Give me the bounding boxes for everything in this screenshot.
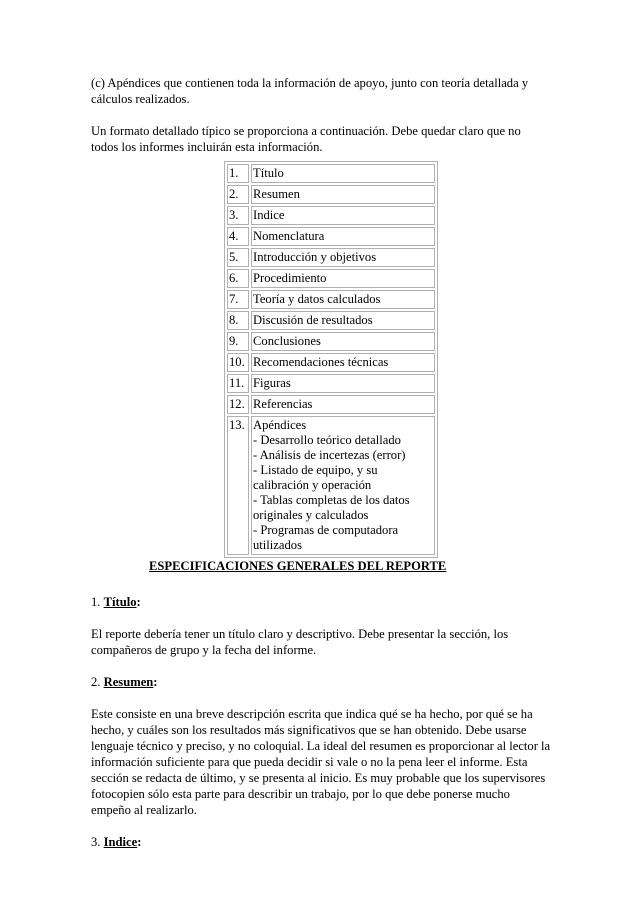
table-cell-number: 6. bbox=[227, 269, 249, 288]
table-cell-number: 12. bbox=[227, 395, 249, 414]
table-row bbox=[227, 395, 435, 414]
table-cell-label bbox=[251, 227, 435, 246]
table-cell-label bbox=[251, 311, 435, 330]
table-label-text: Apéndices bbox=[253, 418, 307, 432]
table-cell-number: 4. bbox=[227, 227, 249, 246]
section-1-title: 1. Título: bbox=[91, 595, 141, 609]
section-3-number: 3. bbox=[91, 835, 101, 849]
table-label-text: Procedimiento bbox=[253, 271, 327, 285]
table-label-text: Título bbox=[253, 166, 284, 180]
appendix-item: - Listado de equipo, y su calibración y operación bbox=[253, 463, 378, 492]
table-cell-label bbox=[251, 332, 435, 351]
section-2-number: 2. bbox=[91, 675, 101, 689]
table-row bbox=[227, 332, 435, 351]
table-cell-number: 10. bbox=[227, 353, 249, 372]
document-page bbox=[91, 75, 551, 866]
table-row bbox=[227, 290, 435, 309]
section-1-number: 1. bbox=[91, 595, 101, 609]
table-cell-label bbox=[251, 416, 435, 555]
table-label-text: Teoría y datos calculados bbox=[253, 292, 381, 306]
section-1-text: El reporte debería tener un título claro y descriptivo. Debe presentar la sección, los compañeros de grupo y la fecha del informe. bbox=[91, 627, 509, 657]
intro-paragraph-format: Un formato detallado típico se proporciona a continuación. Debe quedar claro que no todos los informes incluirán esta información. bbox=[91, 124, 521, 154]
table-row bbox=[227, 185, 435, 204]
table-cell-number: 2. bbox=[227, 185, 249, 204]
table-cell-label bbox=[251, 164, 435, 183]
table-cell-label bbox=[251, 395, 435, 414]
table-row bbox=[227, 248, 435, 267]
section-2-title: 2. Resumen: bbox=[91, 675, 158, 689]
table-cell-number: 5. bbox=[227, 248, 249, 267]
table-cell-label bbox=[251, 290, 435, 309]
table-row bbox=[227, 206, 435, 225]
table-cell-label bbox=[251, 353, 435, 372]
table-label-text: Referencias bbox=[253, 397, 313, 411]
table-label-text: Recomendaciones técnicas bbox=[253, 355, 389, 369]
table-cell-label bbox=[251, 269, 435, 288]
table-row bbox=[227, 227, 435, 246]
section-2-title-text: Resumen bbox=[103, 675, 154, 689]
appendix-item: - Desarrollo teórico detallado bbox=[253, 433, 401, 447]
appendix-item: - Programas de computadora utilizados bbox=[253, 523, 399, 552]
appendix-item: - Análisis de incertezas (error) bbox=[253, 448, 406, 462]
report-format-table bbox=[224, 161, 438, 558]
table-cell-label bbox=[251, 185, 435, 204]
table-cell-label bbox=[251, 374, 435, 393]
section-1-title-text: Título bbox=[103, 595, 137, 609]
table-cell-number: 13. bbox=[227, 416, 249, 555]
table-label-text: Discusión de resultados bbox=[253, 313, 373, 327]
table-label-text: Introducción y objetivos bbox=[253, 250, 377, 264]
table-cell-number: 8. bbox=[227, 311, 249, 330]
table-row bbox=[227, 164, 435, 183]
table-cell-number: 1. bbox=[227, 164, 249, 183]
table-row bbox=[227, 353, 435, 372]
table-label-text: Resumen bbox=[253, 187, 300, 201]
intro-paragraph-appendices: (c) Apéndices que contienen toda la información de apoyo, junto con teoría detallada y cálculos realizados. bbox=[91, 76, 529, 106]
table-cell-number: 11. bbox=[227, 374, 249, 393]
table-row bbox=[227, 416, 435, 555]
table-row bbox=[227, 374, 435, 393]
table-cell-number: 7. bbox=[227, 290, 249, 309]
section-3-title: 3. Indice: bbox=[91, 835, 142, 849]
section-2-text: Este consiste en una breve descripción escrita que indica qué se ha hecho, por qué se ha hecho, y cuáles son los resultados más significativos que se han obtenido. Debe usarse lenguaje técnico y preciso, y no coloquial. La ideal del resumen es proporcionar al lector la información suficiente para que pueda decidir si vale o no la pena leer el informe. Esta sección se redacta de último, y se presenta al inicio. Es muy probable que los supervisores fotocopien sólo esta parte para describir un trabajo, por lo que debe ponerse mucho empeño al realizarlo. bbox=[91, 707, 551, 817]
table-label-text: Indice bbox=[253, 208, 285, 222]
table-cell-number: 3. bbox=[227, 206, 249, 225]
table-label-text: Conclusiones bbox=[253, 334, 321, 348]
table-label-text: Figuras bbox=[253, 376, 291, 390]
section-3-title-text: Indice bbox=[103, 835, 138, 849]
table-label-text: Nomenclatura bbox=[253, 229, 325, 243]
table-cell-number: 9. bbox=[227, 332, 249, 351]
table-row bbox=[227, 311, 435, 330]
table-row bbox=[227, 269, 435, 288]
appendix-item: - Tablas completas de los datos originales y calculados bbox=[253, 493, 410, 522]
section-heading: ESPECIFICACIONES GENERALES DEL REPORTE bbox=[149, 559, 447, 573]
table-cell-label bbox=[251, 206, 435, 225]
table-cell-label bbox=[251, 248, 435, 267]
